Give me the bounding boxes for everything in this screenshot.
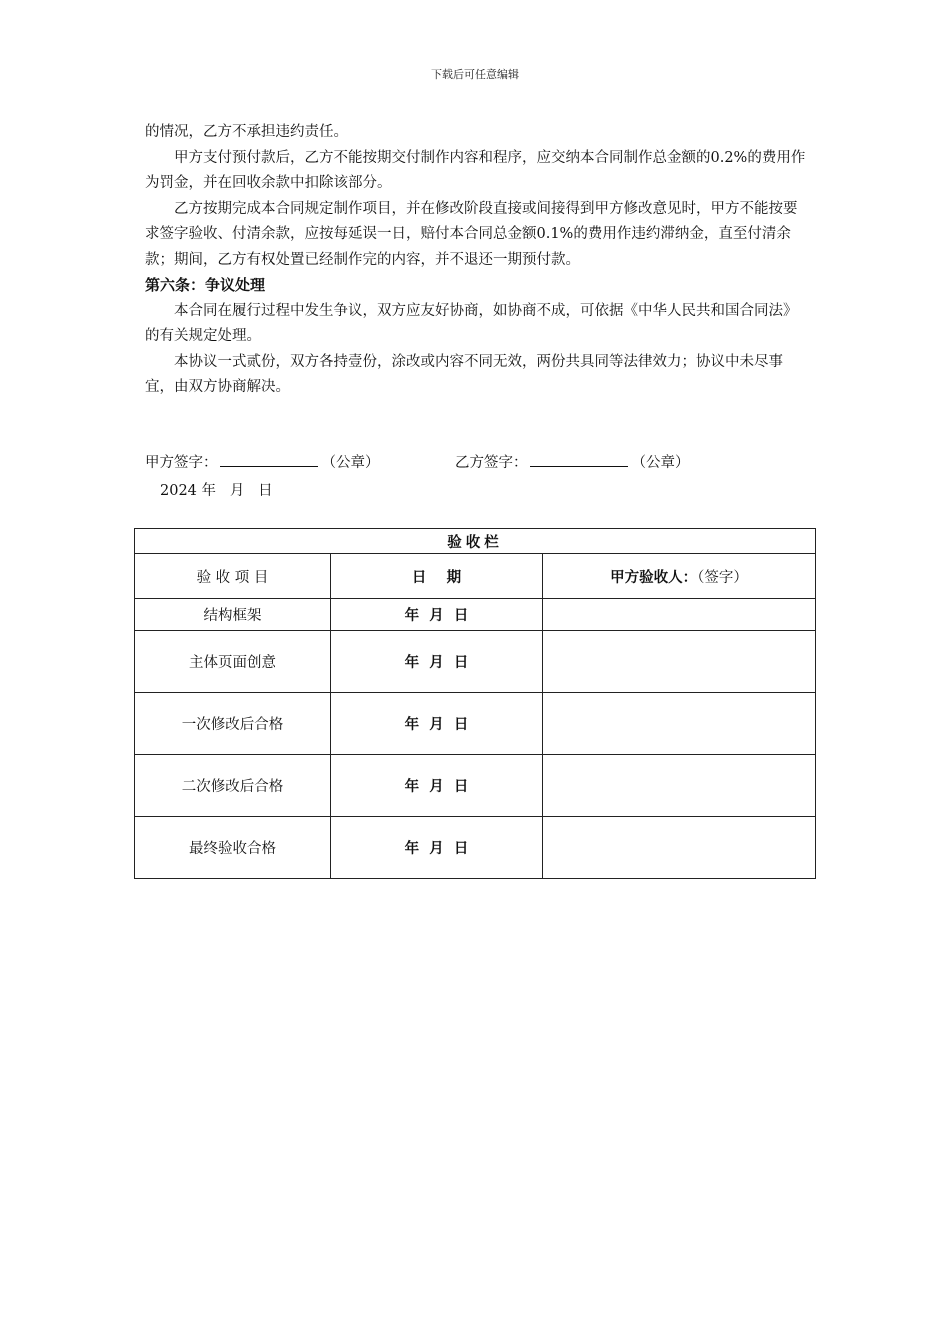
row-signature <box>543 599 816 631</box>
party-a-signature <box>145 450 380 475</box>
party-b-seal: （公章） <box>631 455 690 471</box>
signature-row <box>145 450 807 474</box>
header-signer-label: 甲方验收人： <box>610 569 698 586</box>
row-date: 年 月 日 <box>331 599 543 631</box>
row-signature <box>543 631 816 693</box>
contract-body <box>145 120 807 401</box>
party-b-label: 乙方签字： <box>455 455 528 471</box>
row-date: 年 月 日 <box>331 693 543 755</box>
paragraph-continuation: 的情况，乙方不承担违约责任。 <box>145 124 348 140</box>
row-date: 年 月 日 <box>331 817 543 879</box>
table-row <box>135 755 816 817</box>
row-date: 年 月 日 <box>331 755 543 817</box>
row-signature <box>543 817 816 879</box>
acceptance-table-header <box>135 554 816 599</box>
paragraph-penalty: 甲方支付预付款后，乙方不能按期交付制作内容和程序，应交纳本合同制作总金额的0.2%的费用作为罚金，并在回收余款中扣除该部分。 <box>145 149 806 191</box>
row-item: 结构框架 <box>135 599 331 631</box>
header-date: 日 期 <box>331 554 543 599</box>
acceptance-table <box>134 528 816 879</box>
acceptance-table-title: 验收栏 <box>135 529 816 554</box>
party-a-label: 甲方签字： <box>145 455 218 471</box>
row-item: 最终验收合格 <box>135 817 331 879</box>
party-a-signature-line <box>220 450 318 467</box>
party-a-seal: （公章） <box>321 455 380 471</box>
party-b-signature-line <box>530 450 628 467</box>
table-row <box>135 693 816 755</box>
row-item: 二次修改后合格 <box>135 755 331 817</box>
row-date: 年 月 日 <box>331 631 543 693</box>
header-signer <box>543 554 816 599</box>
row-item: 一次修改后合格 <box>135 693 331 755</box>
row-signature <box>543 693 816 755</box>
row-signature <box>543 755 816 817</box>
section-heading-dispute: 第六条：争议处理 <box>145 276 266 294</box>
paragraph-late-fee: 乙方按期完成本合同规定制作项目，并在修改阶段直接或间接得到甲方修改意见时，甲方不能按要求签字验收、付清余款，应按每延误一日，赔付本合同总金额0.1%的费用作违约滞纳金，直至付清余款；期间，乙方有权处置已经制作完的内容，并不退还一期预付款。 <box>145 200 798 268</box>
signing-date: 2024 年 月 日 <box>160 483 273 499</box>
page-header: 下载后可任意编辑 <box>431 68 519 81</box>
table-row <box>135 817 816 879</box>
header-signer-note: （签字） <box>697 569 748 586</box>
table-row <box>135 631 816 693</box>
party-b-signature <box>455 450 690 475</box>
table-row <box>135 599 816 631</box>
paragraph-copies: 本协议一式贰份，双方各持壹份，涂改或内容不同无效，两份共具同等法律效力；协议中未尽事宜，由双方协商解决。 <box>145 353 783 395</box>
header-item: 验 收 项 目 <box>135 554 331 599</box>
row-item: 主体页面创意 <box>135 631 331 693</box>
paragraph-dispute: 本合同在履行过程中发生争议，双方应友好协商，如协商不成，可依据《中华人民共和国合同法》的有关规定处理。 <box>145 302 798 344</box>
